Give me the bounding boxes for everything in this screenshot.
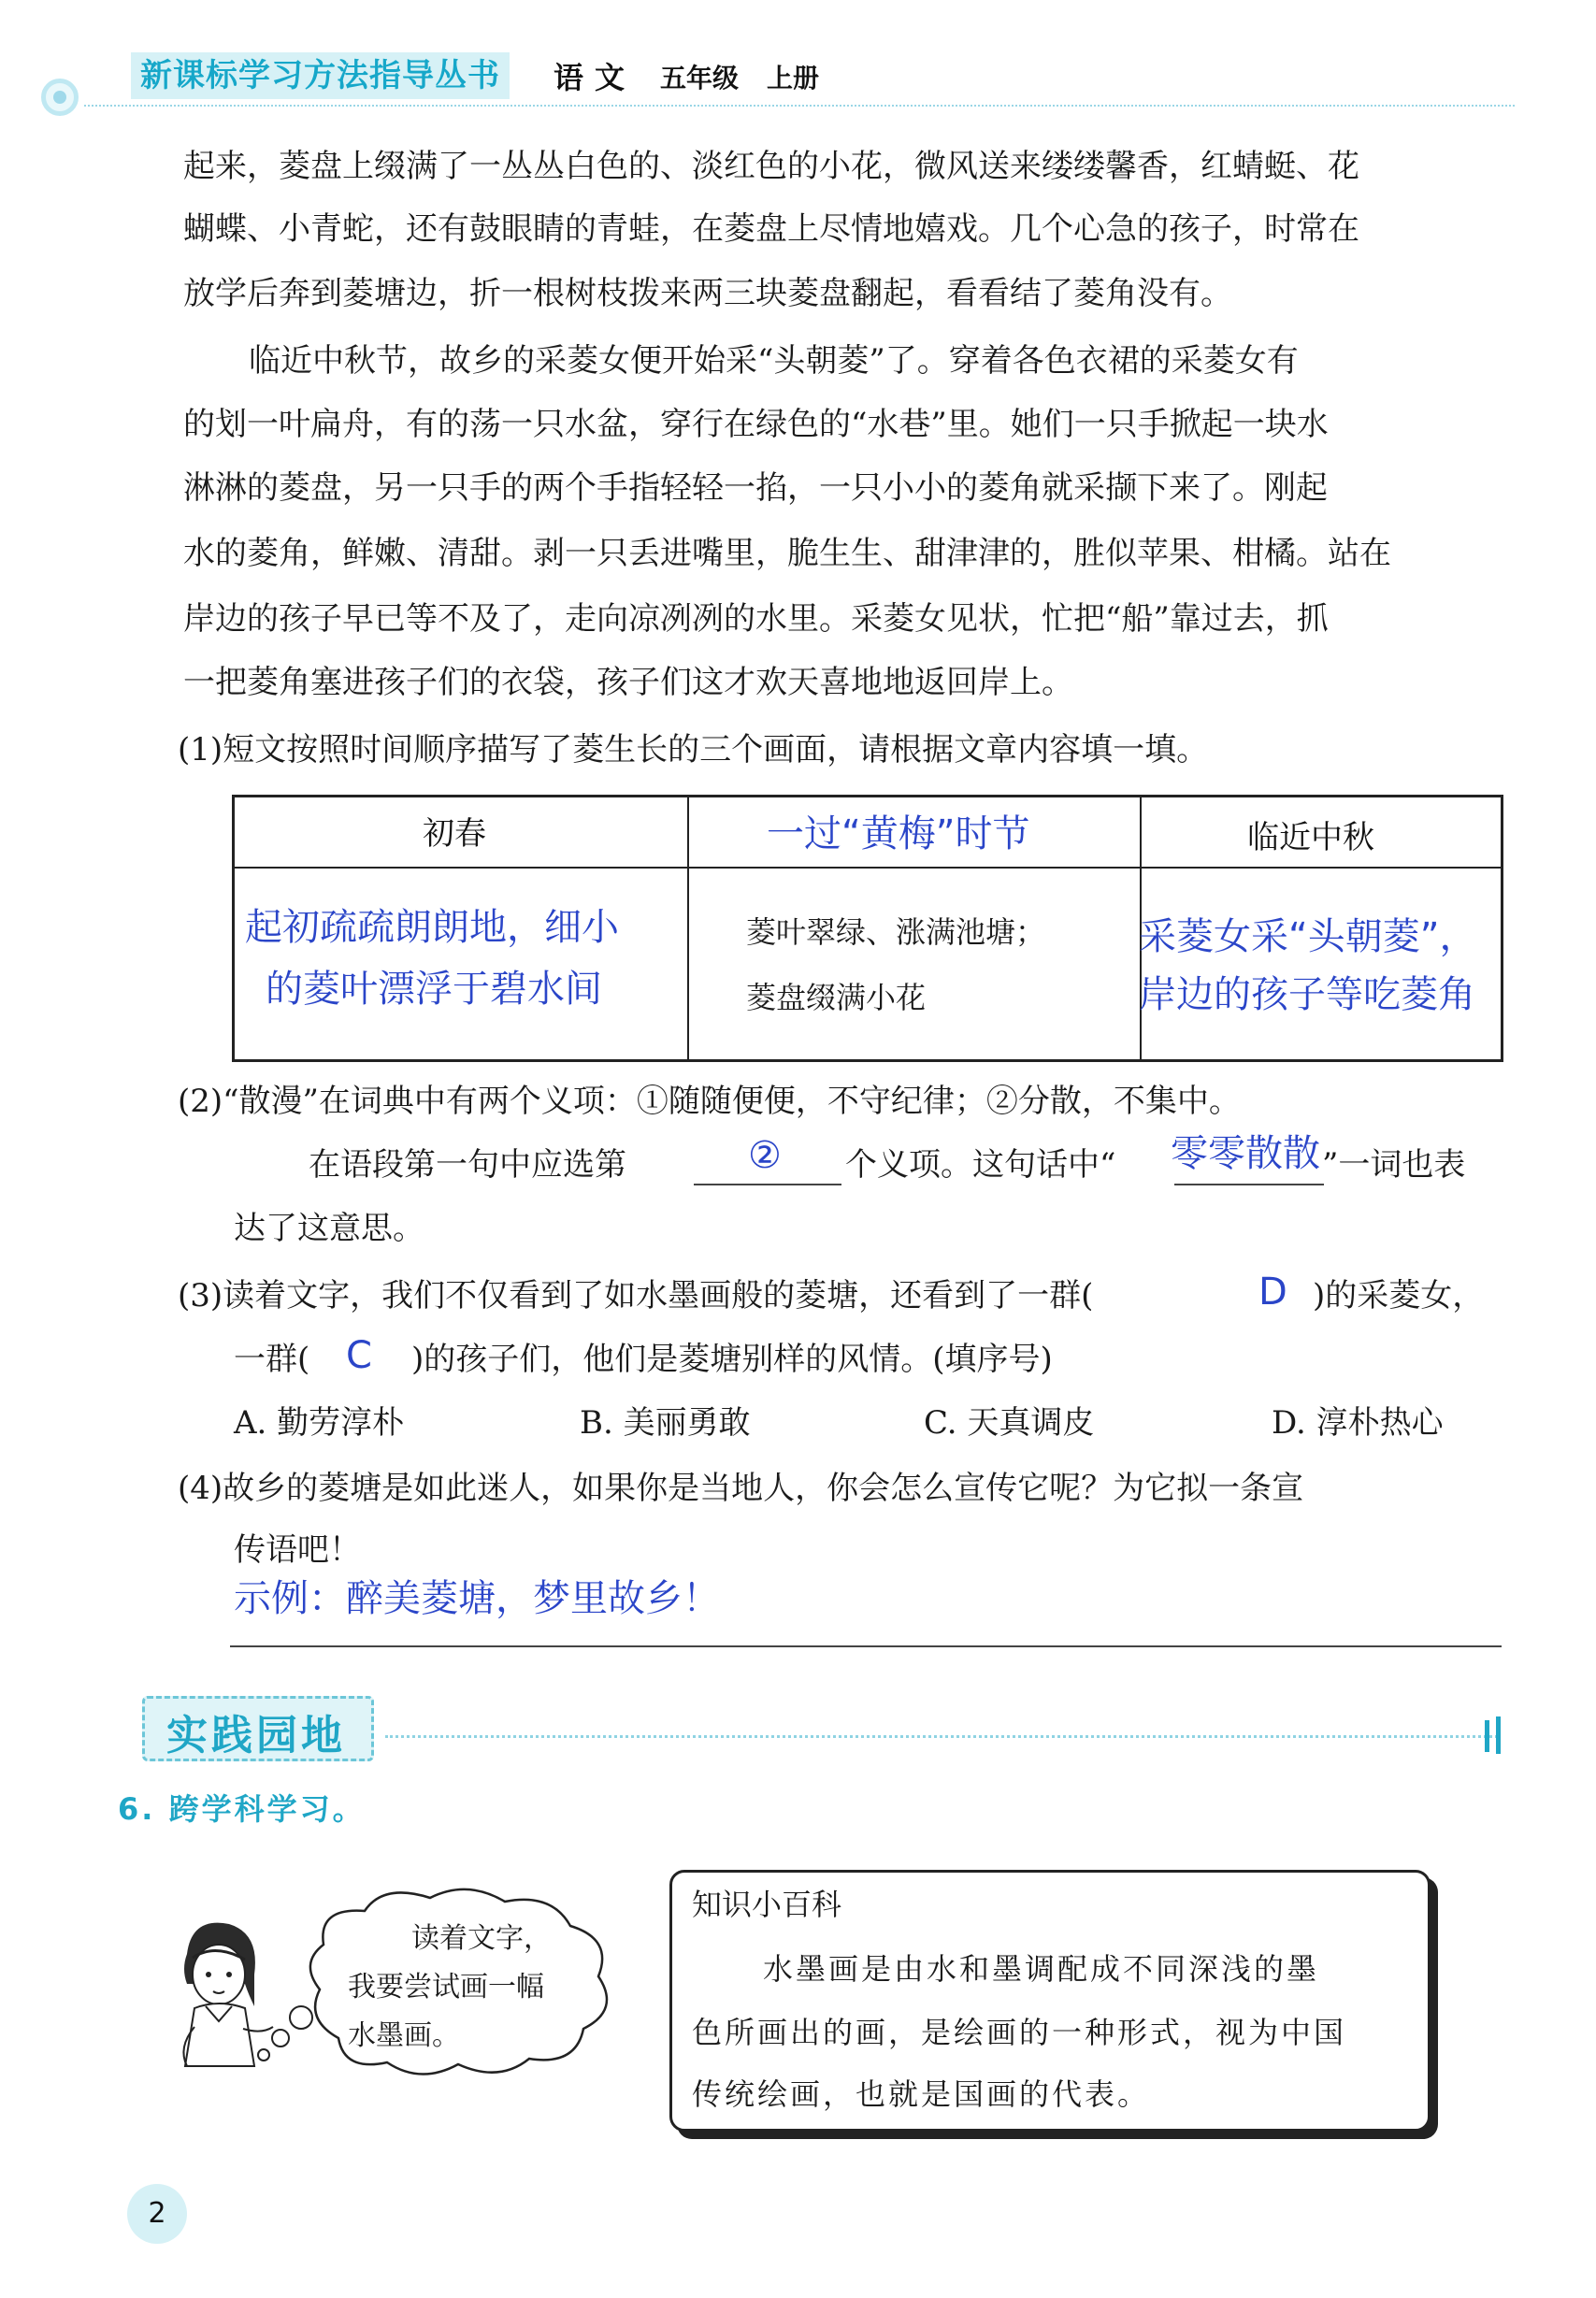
answer-cell-2-line1: 菱叶翠绿、涨满池塘； <box>746 914 1046 950</box>
section-divider-end <box>1485 1720 1489 1752</box>
q2-blank-2 <box>1174 1184 1324 1185</box>
q3-option-d: D. 淳朴热心 <box>1272 1404 1444 1442</box>
q3-answer-1: D <box>1258 1271 1287 1314</box>
passage-line: 蝴蝶、小青蛇，还有鼓眼睛的青蛙，在菱盘上尽情地嬉戏。几个心急的孩子，时常在 <box>183 210 1359 248</box>
q3-option-a: A. 勤劳淳朴 <box>234 1404 405 1442</box>
passage-line: 起来，菱盘上缀满了一丛丛白色的、淡红色的小花，微风送来缕缕馨香，红蜻蜓、花 <box>183 148 1359 185</box>
bubble-text-line: 水墨画。 <box>348 2019 460 2052</box>
q2-text-a: 在语段第一句中应选第 <box>309 1146 626 1184</box>
bubble-text-line: 我要尝试画一幅 <box>348 1971 544 2004</box>
answer-cell-1-line1: 起初疏疏朗朗地，细小 <box>245 906 619 949</box>
passage-line: 的划一叶扁舟，有的荡一只水盆，穿行在绿色的“水巷”里。她们一只手掀起一块水 <box>183 406 1329 443</box>
q3-option-b: B. 美丽勇敢 <box>580 1404 751 1442</box>
passage-line: 淋淋的菱盘，另一只手的两个手指轻轻一掐，一只小小的菱角就采撷下来了。刚起 <box>183 469 1328 507</box>
answer-cell-3-line1: 采菱女采“头朝菱”， <box>1139 915 1477 958</box>
grade-label: 五年级 <box>660 63 740 93</box>
q3-text-a: (3)读着文字，我们不仅看到了如水墨画般的菱塘，还看到了一群( <box>178 1277 1094 1314</box>
section-divider <box>385 1735 1498 1738</box>
passage-line: 水的菱角，鲜嫩、清甜。剥一只丢进嘴里，脆生生、甜津津的，胜似苹果、柑橘。站在 <box>183 535 1391 572</box>
section-title: 实践园地 <box>166 1712 346 1759</box>
q4-prompt-cont: 传语吧！ <box>234 1531 361 1569</box>
q2-text-b: 个义项。这句话中“ <box>845 1146 1116 1184</box>
q3-text-b: )的采菱女， <box>1313 1277 1485 1314</box>
knowledge-text-line: 传统绘画，也就是国画的代表。 <box>692 2076 1151 2112</box>
knowledge-title: 知识小百科 <box>692 1887 842 1922</box>
passage-line: 岸边的孩子早已等不及了，走向凉冽冽的水里。采菱女见状，忙把“船”靠过去，抓 <box>183 600 1329 638</box>
q3-text-d: )的孩子们，他们是菱塘别样的风情。(填序号) <box>411 1341 1053 1378</box>
q2-answer-1: ② <box>748 1134 782 1177</box>
q4-prompt: (4)故乡的菱塘是如此迷人，如果你是当地人，你会怎么宣传它呢？为它拟一条宣 <box>178 1470 1304 1507</box>
header-divider <box>84 105 1515 107</box>
table-header-early-spring: 初春 <box>423 815 486 853</box>
page-number: 2 <box>127 2184 187 2244</box>
q2-text-c: ”一词也表 <box>1322 1146 1466 1184</box>
q4-answer: 示例：醉美菱塘，梦里故乡！ <box>234 1577 720 1620</box>
series-title: 新课标学习方法指导丛书 <box>131 52 510 99</box>
bubble-text-line: 读着文字， <box>411 1922 552 1955</box>
answer-cell-2-line2: 菱盘缀满小花 <box>746 980 927 1015</box>
q2-text-d: 达了这意思。 <box>234 1210 424 1247</box>
knowledge-text-line: 水墨画是由水和墨调配成不同深浅的墨 <box>763 1951 1320 1987</box>
q2-answer-2: 零零散散 <box>1171 1132 1320 1175</box>
q3-text-c: 一群( <box>234 1341 310 1378</box>
q3-option-c: C. 天真调皮 <box>924 1404 1095 1442</box>
answer-cell-1-line2: 的菱叶漂浮于碧水间 <box>266 968 602 1011</box>
passage-line: 临近中秋节，故乡的采菱女便开始采“头朝菱”了。穿着各色衣裙的采菱女有 <box>249 342 1299 380</box>
q3-answer-2: C <box>346 1334 372 1377</box>
subject-label: 语文 <box>554 60 637 95</box>
q4-answer-line <box>230 1645 1502 1647</box>
volume-label: 上册 <box>767 63 820 93</box>
header-ornament <box>41 79 79 116</box>
answer-cell-3-line2: 岸边的孩子等吃菱角 <box>1139 973 1475 1016</box>
q2-blank-1 <box>694 1184 841 1185</box>
q2-prompt: (2)“散漫”在词典中有两个义项：①随随便便，不守纪律；②分散，不集中。 <box>178 1083 1241 1120</box>
q6-title: 6. 跨学科学习。 <box>118 1791 366 1827</box>
passage-line: 放学后奔到菱塘边，折一根树枝拨来两三块菱盘翻起，看看结了菱角没有。 <box>183 275 1232 312</box>
table-header-plum-rain: 一过“黄梅”时节 <box>767 812 1030 855</box>
knowledge-text-line: 色所画出的画，是绘画的一种形式，视为中国 <box>692 2015 1347 2050</box>
passage-line: 一把菱角塞进孩子们的衣袋，孩子们这才欢天喜地地返回岸上。 <box>183 664 1073 701</box>
q1-prompt: (1)短文按照时间顺序描写了菱生长的三个画面，请根据文章内容填一填。 <box>178 731 1209 768</box>
table-header-mid-autumn: 临近中秋 <box>1247 819 1374 856</box>
section-divider-end <box>1496 1716 1501 1754</box>
